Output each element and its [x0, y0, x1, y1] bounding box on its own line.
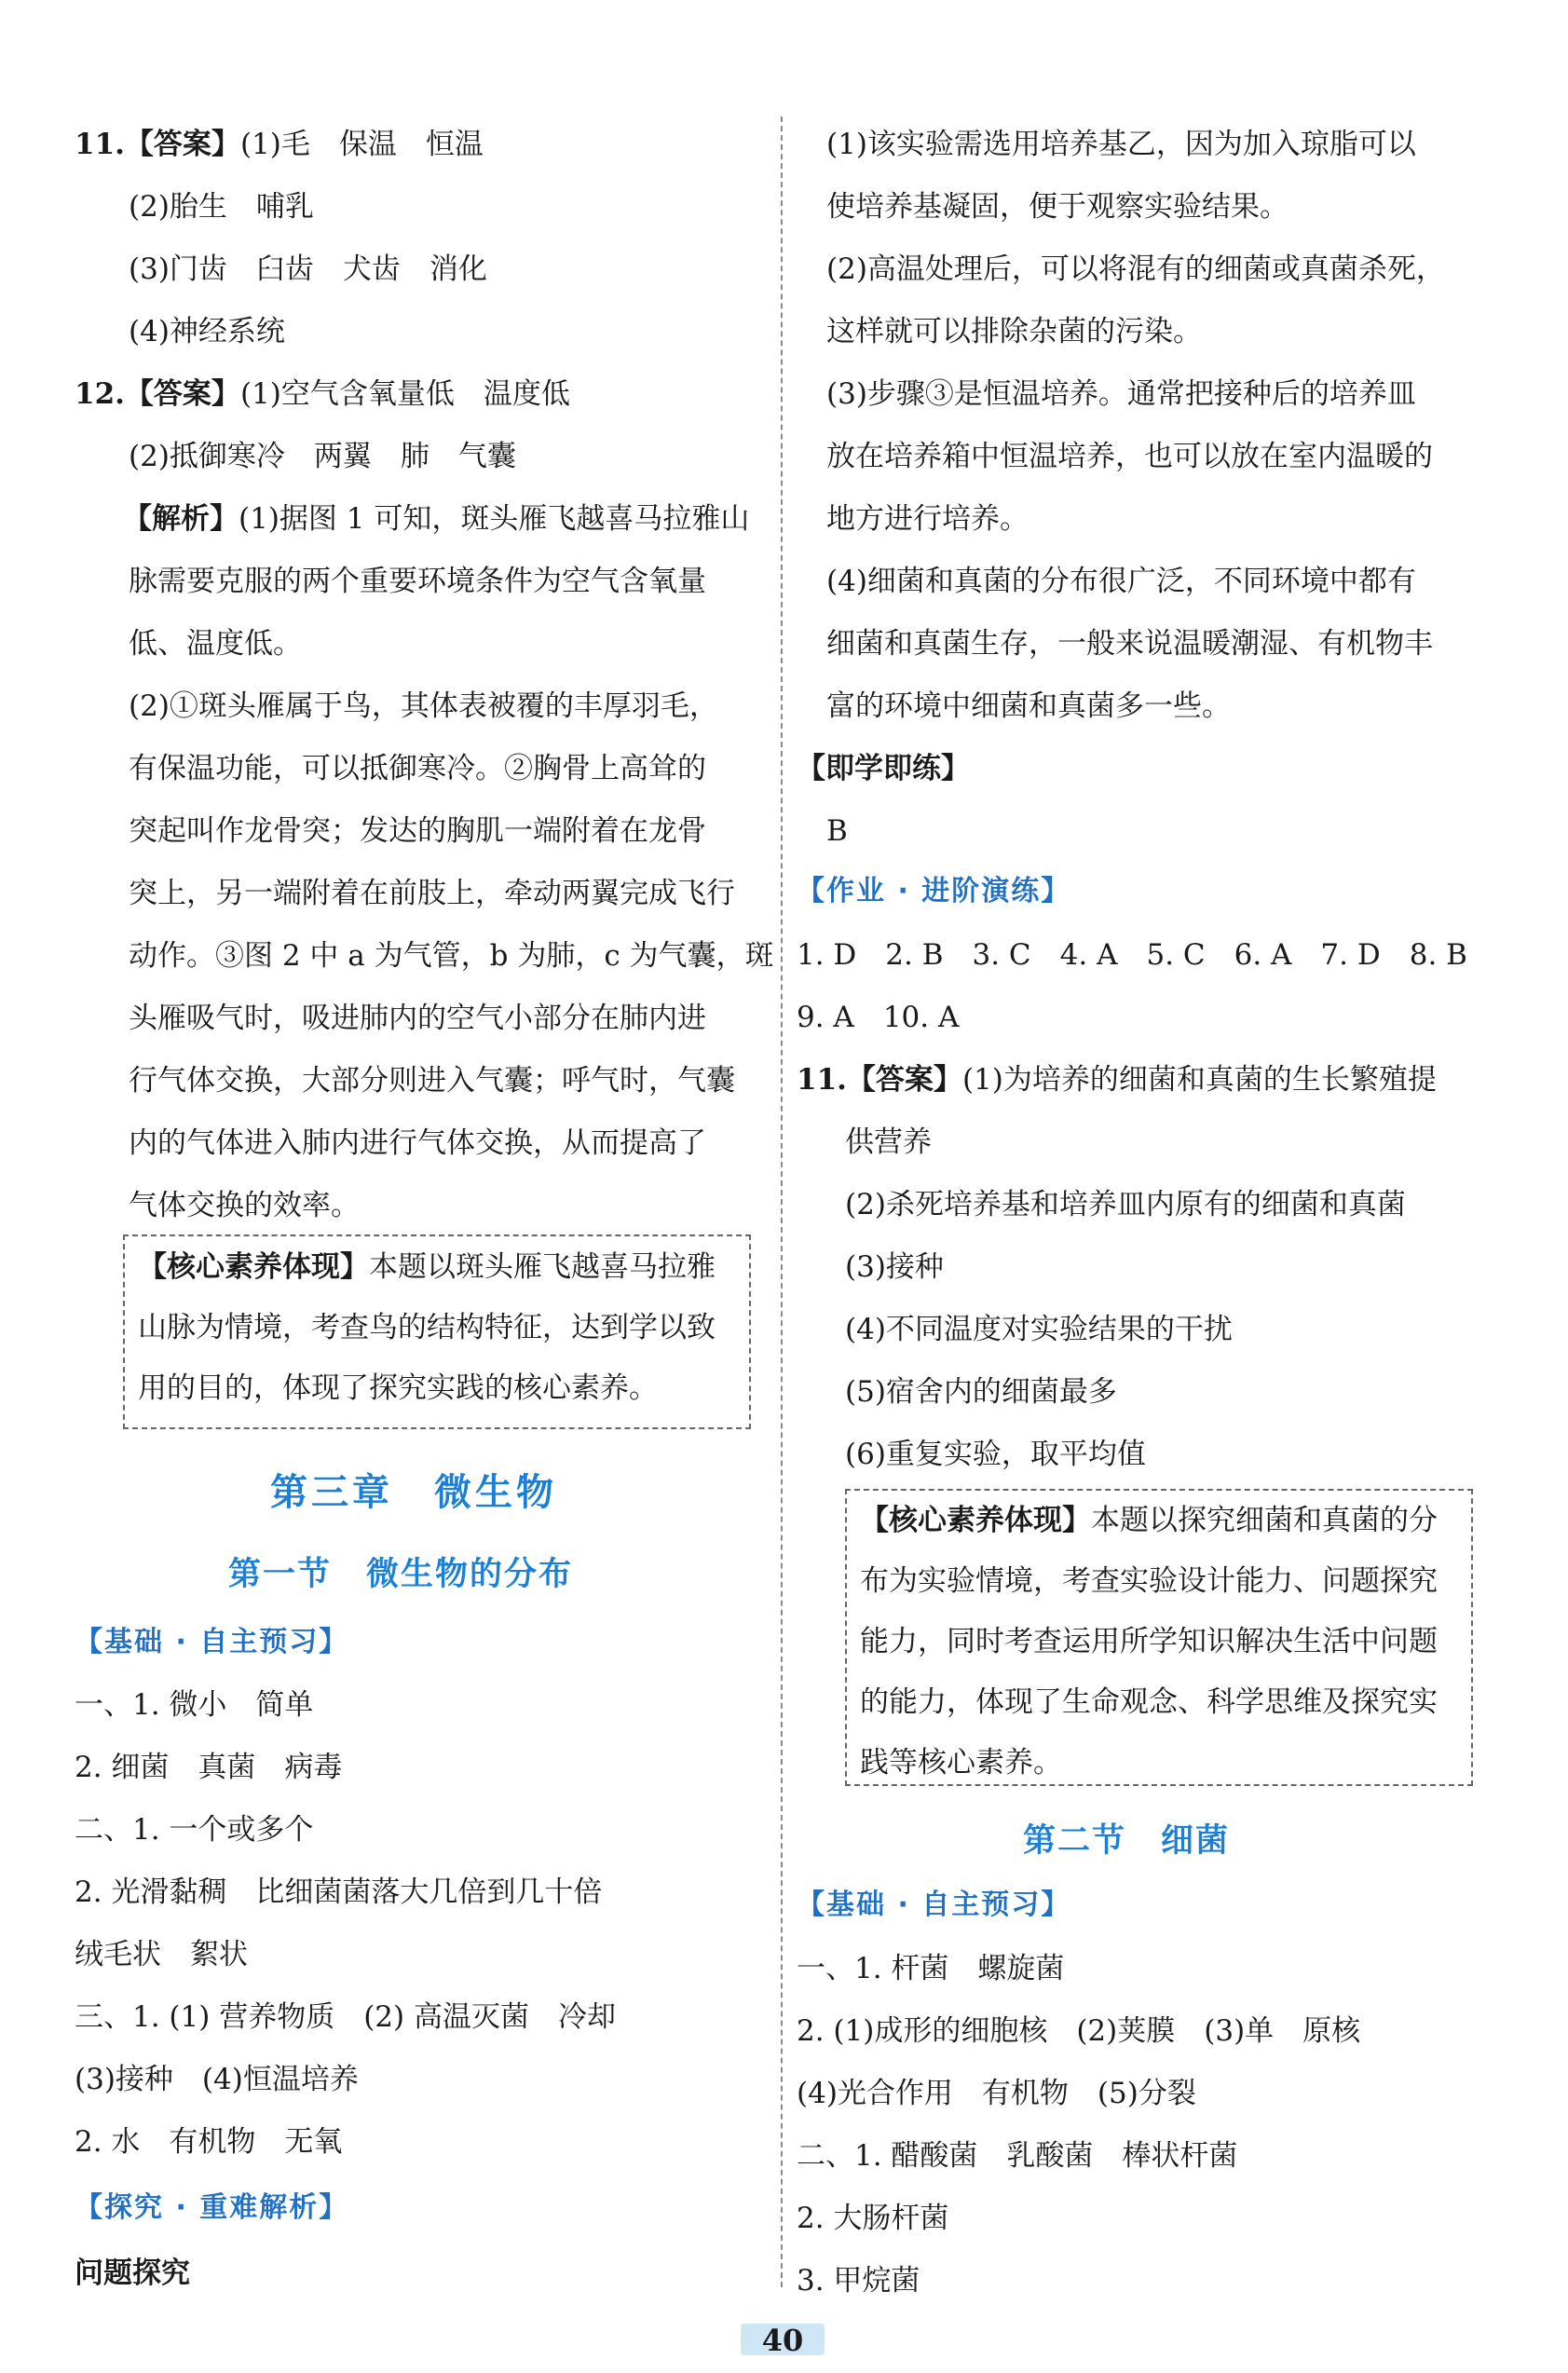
text-line: 突起叫作龙骨突；发达的胸肌一端附着在龙骨: [129, 814, 706, 848]
page-number: 40: [761, 2323, 804, 2358]
text-line: (2)杀死培养基和培养皿内原有的细菌和真菌: [845, 1188, 1406, 1221]
box-line: [138, 1248, 716, 1286]
text-line: 气体交换的效率。: [129, 1189, 360, 1222]
section-title: 第二节 细菌: [1023, 1821, 1231, 1860]
text-line: 3. 甲烷菌: [797, 2264, 920, 2298]
answer-tag: 12.【答案】: [75, 377, 240, 411]
box-tag: 【核心素养体现】: [138, 1250, 369, 1284]
answer-text: (1)空气含氧量低 温度低: [239, 377, 570, 411]
text-line: 绒毛状 絮状: [75, 1938, 248, 1971]
column-divider: [781, 116, 783, 2287]
text-line: 一、1. 杆菌 螺旋菌: [797, 1952, 1065, 1985]
text-line: 二、1. 一个或多个: [75, 1813, 314, 1847]
box-line: 布为实验情境，考查实验设计能力、问题探究: [860, 1564, 1438, 1598]
text-line: (3)接种: [845, 1250, 944, 1284]
text-line: (2)高温处理后，可以将混有的细菌或真菌杀死，: [826, 252, 1445, 286]
text-line: (1)该实验需选用培养基乙，因为加入琼脂可以: [826, 128, 1416, 161]
text-line: 内的气体进入肺内进行气体交换，从而提高了: [129, 1126, 706, 1160]
text-line: 三、1. (1) 营养物质 (2) 高温灭菌 冷却: [75, 2000, 616, 2034]
text-line: (5)宿舍内的细菌最多: [845, 1375, 1117, 1409]
text-line: (2)抵御寒冷 两翼 肺 气囊: [129, 440, 516, 473]
practice-tag: 【即学即练】: [797, 752, 970, 785]
text-line: (2)胎生 哺乳: [129, 190, 314, 224]
section-tag-explore: 【探究 · 重难解析】: [75, 2191, 349, 2224]
text-line: 脉需要克服的两个重要环境条件为空气含氧量: [129, 565, 706, 598]
box-line: 能力，同时考查运用所学知识解决生活中问题: [860, 1625, 1438, 1658]
text-line: 2. 大肠杆菌: [797, 2202, 949, 2235]
text-line: 有保温功能，可以抵御寒冷。②胸骨上高耸的: [129, 752, 706, 785]
text-line: 2. 水 有机物 无氧: [75, 2125, 343, 2159]
text-line: (4)光合作用 有机物 (5)分裂: [797, 2077, 1196, 2110]
analysis-tag: 【解析】: [123, 502, 239, 536]
chapter-title: 第三章 微生物: [270, 1471, 557, 1514]
section-tag-homework: 【作业 · 进阶演练】: [797, 875, 1071, 907]
text-line: (4)不同温度对实验结果的干扰: [845, 1313, 1233, 1346]
section-tag-basic: 【基础 · 自主预习】: [75, 1626, 349, 1658]
text-line: (6)重复实验，取平均值: [845, 1438, 1146, 1471]
answer-11: [75, 126, 484, 163]
text-line: 低、温度低。: [129, 627, 302, 661]
box-text: 本题以斑头雁飞越喜马拉雅: [369, 1250, 716, 1284]
text-line: 二、1. 醋酸菌 乳酸菌 棒状杆菌: [797, 2139, 1238, 2173]
text-line: 2. 光滑黏稠 比细菌菌落大几倍到几十倍: [75, 1875, 603, 1909]
text-line: (3)接种 (4)恒温培养: [75, 2063, 359, 2096]
text-line: 细菌和真菌生存，一般来说温暖潮湿、有机物丰: [826, 627, 1433, 661]
subheading: 问题探究: [75, 2257, 190, 2290]
text-line: 2. 细菌 真菌 病毒: [75, 1751, 343, 1784]
text-line: 放在培养箱中恒温培养，也可以放在室内温暖的: [826, 440, 1433, 473]
answer-12: [75, 375, 570, 413]
text-line: 供营养: [845, 1125, 932, 1159]
answer-tag: 11.【答案】: [75, 128, 240, 161]
text-line: 地方进行培养。: [826, 502, 1029, 536]
analysis-line: [123, 500, 749, 538]
box-text: 本题以探究细菌和真菌的分: [1091, 1504, 1438, 1537]
answer-11: [797, 1061, 1437, 1098]
mc-answers: 9. A 10. A: [797, 1001, 960, 1034]
section-title: 第一节 微生物的分布: [228, 1555, 574, 1593]
text-line: (3)门齿 臼齿 犬齿 消化: [129, 252, 487, 286]
text-line: 一、1. 微小 简单: [75, 1688, 314, 1722]
text-line: 头雁吸气时，吸进肺内的空气小部分在肺内进: [129, 1002, 706, 1035]
text-line: (4)细菌和真菌的分布很广泛，不同环境中都有: [826, 565, 1416, 598]
answer-text: (1)毛 保温 恒温: [239, 128, 484, 161]
text-line: 富的环境中细菌和真菌多一些。: [826, 689, 1231, 723]
box-line: 的能力，体现了生命观念、科学思维及探究实: [860, 1685, 1438, 1719]
core-literacy-box: [845, 1489, 1473, 1786]
text-line: B: [826, 814, 848, 848]
text-line: 使培养基凝固，便于观察实验结果。: [826, 190, 1288, 224]
text-line: 行气体交换，大部分则进入气囊；呼气时，气囊: [129, 1064, 735, 1098]
box-line: 用的目的，体现了探究实践的核心素养。: [138, 1371, 658, 1405]
box-line: [860, 1502, 1438, 1539]
text-line: 动作。③图 2 中 a 为气管，b 为肺，c 为气囊，斑: [129, 939, 774, 973]
section-tag-basic: 【基础 · 自主预习】: [797, 1889, 1071, 1921]
answer-text: (1)为培养的细菌和真菌的生长繁殖提: [961, 1063, 1437, 1097]
answer-tag: 11.【答案】: [797, 1063, 962, 1097]
box-tag: 【核心素养体现】: [860, 1504, 1091, 1537]
page-number-badge: [741, 2320, 825, 2361]
text-line: (2)①斑头雁属于鸟，其体表被覆的丰厚羽毛，: [129, 689, 718, 723]
core-literacy-box: [123, 1234, 751, 1429]
text-line: 2. (1)成形的细胞核 (2)荚膜 (3)单 原核: [797, 2014, 1361, 2048]
text-line: (4)神经系统: [129, 315, 285, 348]
box-line: 践等核心素养。: [860, 1746, 1062, 1780]
text-line: 这样就可以排除杂菌的污染。: [826, 315, 1202, 348]
text-line: 突上，另一端附着在前肢上，牵动两翼完成飞行: [129, 877, 735, 910]
analysis-text: (1)据图 1 可知，斑头雁飞越喜马拉雅山: [239, 502, 750, 536]
mc-answers: 1. D 2. B 3. C 4. A 5. C 6. A 7. D 8. B: [797, 938, 1467, 972]
text-line: (3)步骤③是恒温培养。通常把接种后的培养皿: [826, 377, 1416, 411]
box-line: 山脉为情境，考查鸟的结构特征，达到学以致: [138, 1311, 716, 1344]
